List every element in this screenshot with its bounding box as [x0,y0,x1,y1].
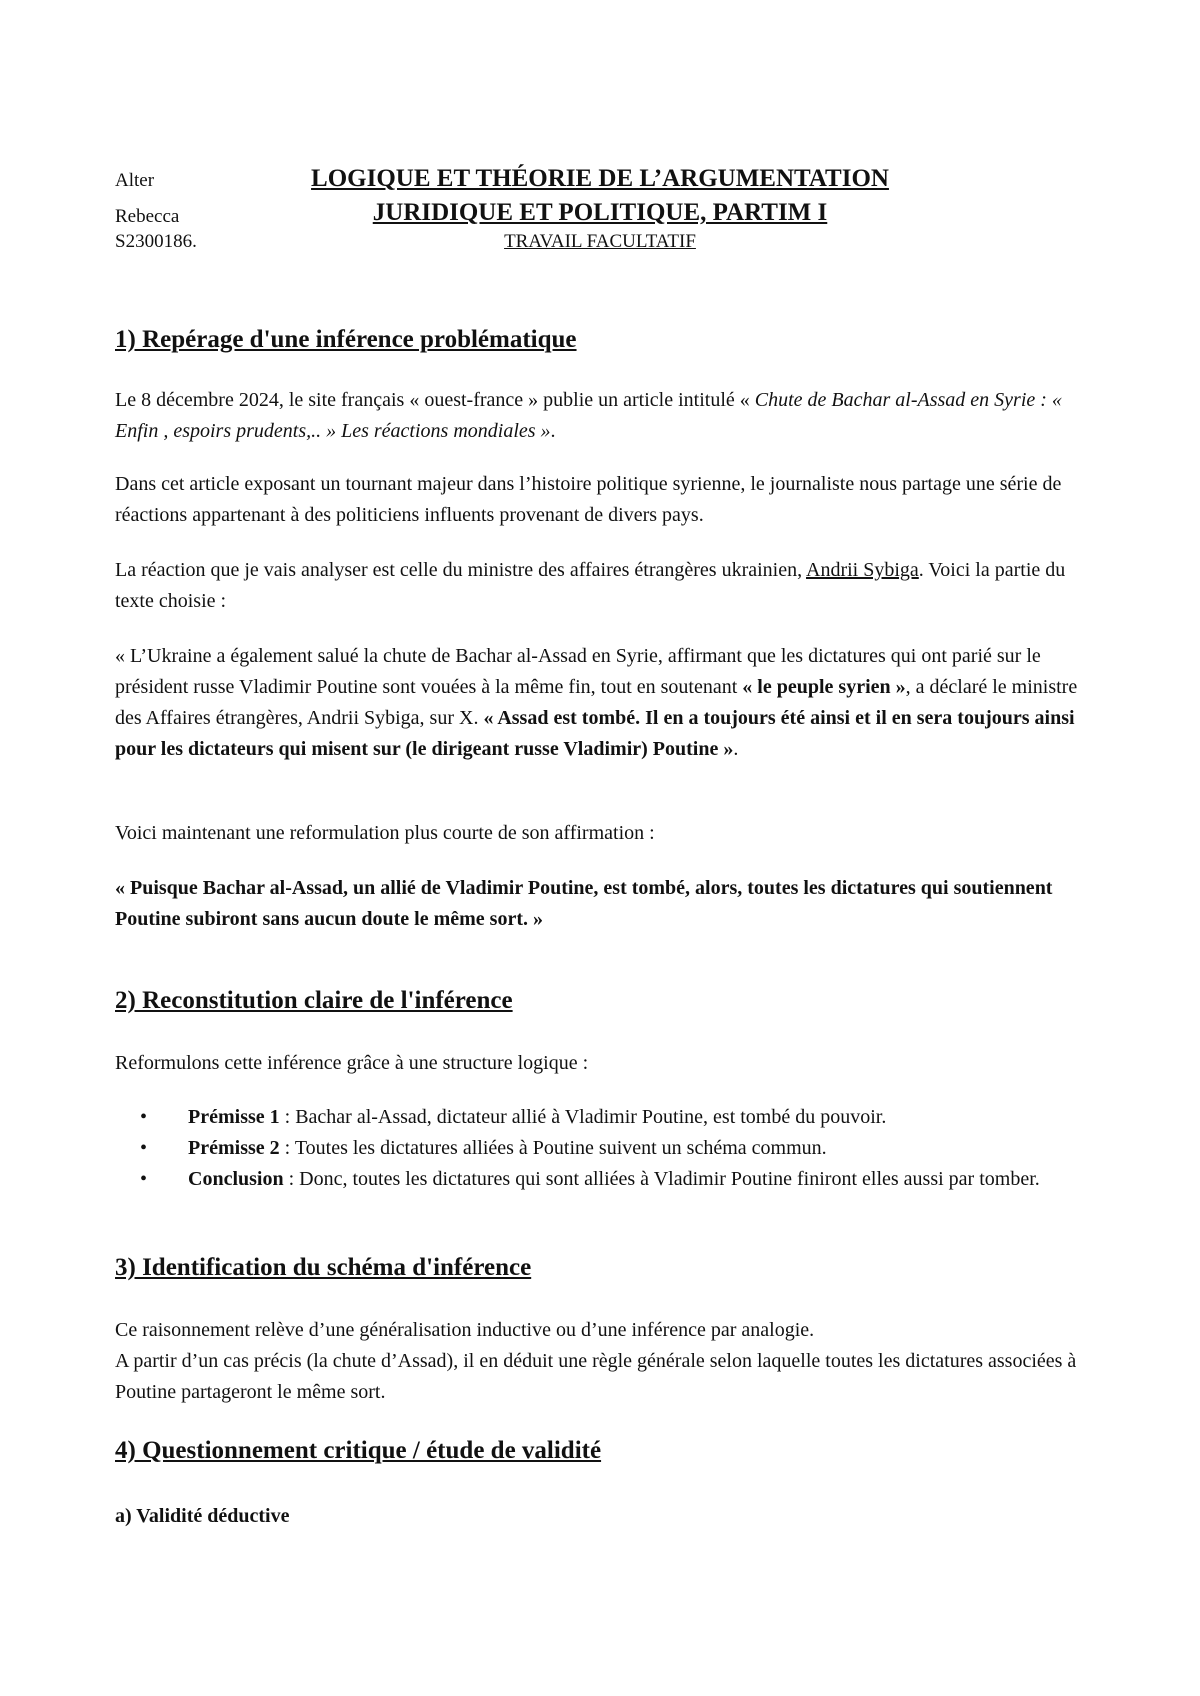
section-1-heading: 1) Repérage d'une inférence problématique [115,326,577,353]
author-last-name: Rebecca [115,206,180,227]
bullet-icon: • [140,1137,148,1159]
p1-text: Le 8 décembre 2024, le site français « ouest-france » publie un article intitulé « [115,389,755,411]
bullet-icon: • [140,1106,148,1128]
item-label: Conclusion [188,1168,284,1190]
document-title-line-1: LOGIQUE ET THÉORIE DE L’ARGUMENTATION [311,165,889,192]
premise-list [140,1102,1090,1195]
reformulation [115,873,1095,935]
p1-end: . [550,420,556,442]
quote-text-1: « L’Ukraine a également salué la chute de Bachar al-Assad en Syrie, affirmant que les dictatures qui ont parié sur le président russe Vladimir Poutine sont vouées à la même fin, tout en soutenant [115,645,1041,698]
author-first-name: Alter [115,170,155,191]
section-1-paragraph-3 [115,555,1095,617]
section-4-heading: 4) Questionnement critique / étude de validité [115,1437,602,1464]
item-label: Prémisse 2 [188,1137,280,1159]
article-title: Chute de Bachar al-Assad en Syrie : « Enfin , espoirs prudents,.. » Les réactions mondiales » [115,389,1062,442]
quote-end: . [733,738,739,760]
item-label: Prémisse 1 [188,1106,280,1128]
reformulation-text: « Puisque Bachar al-Assad, un allié de Vladimir Poutine, est tombé, alors, toutes les dictatures qui soutiennent Poutine subiront sans aucun doute le même sort. » [115,877,1053,930]
list-item [140,1133,1090,1164]
section-3-heading: 3) Identification du schéma d'inférence [115,1254,532,1281]
section-3-line-2: A partir d’un cas précis (la chute d’Assad), il en déduit une règle générale selon laquelle toutes les dictatures associées à Poutine partageront le même sort. [115,1350,1077,1403]
section-1-paragraph-1 [115,385,1095,447]
section-1-paragraph-2 [115,469,1095,531]
section-1-paragraph-5 [115,818,1095,849]
quoted-passage [115,641,1095,765]
item-text: : Toutes les dictatures alliées à Poutine suivent un schéma commun. [279,1137,827,1159]
section-2-heading: 2) Reconstitution claire de l'inférence [115,987,513,1014]
item-text: : Donc, toutes les dictatures qui sont alliées à Vladimir Poutine finiront elles aussi par tomber. [283,1168,1040,1190]
p3-end: . Voici la partie du texte choisie : [115,559,1066,612]
list-item [140,1102,1090,1133]
minister-name: Andrii Sybiga [806,559,919,581]
section-3-body [115,1315,1095,1408]
section-4-subheading: a) Validité déductive [115,1505,290,1527]
section-2-intro [115,1048,1095,1079]
quote-bold-1: « le peuple syrien » [742,676,906,698]
section-2-intro-text: Reformulons cette inférence grâce à une structure logique : [115,1052,589,1074]
p5-text: Voici maintenant une reformulation plus courte de son affirmation : [115,822,655,844]
student-id: S2300186. [115,231,197,252]
section-3-line-1: Ce raisonnement relève d’une généralisation inductive ou d’une inférence par analogie. [115,1319,815,1341]
p3-text: La réaction que je vais analyser est celle du ministre des affaires étrangères ukrainien, [115,559,807,581]
document-subtitle: TRAVAIL FACULTATIF [504,231,696,252]
quote-text-2: , a déclaré le ministre des Affaires étrangères, Andrii Sybiga, sur X. [115,676,1078,729]
document-title-line-2: JURIDIQUE ET POLITIQUE, PARTIM I [372,199,828,226]
item-text: : Bachar al-Assad, dictateur allié à Vladimir Poutine, est tombé du pouvoir. [279,1106,887,1128]
quote-bold-2: « Assad est tombé. Il en a toujours été ainsi et il en sera toujours ainsi pour les dictateurs qui misent sur (le dirigeant russe Vladimir) Poutine » [115,707,1075,760]
list-item [140,1164,1090,1195]
p2-text: Dans cet article exposant un tournant majeur dans l’histoire politique syrienne, le journaliste nous partage une série de réactions appartenant à des politiciens influents provenant de divers pays. [115,473,1062,526]
bullet-icon: • [140,1168,148,1190]
